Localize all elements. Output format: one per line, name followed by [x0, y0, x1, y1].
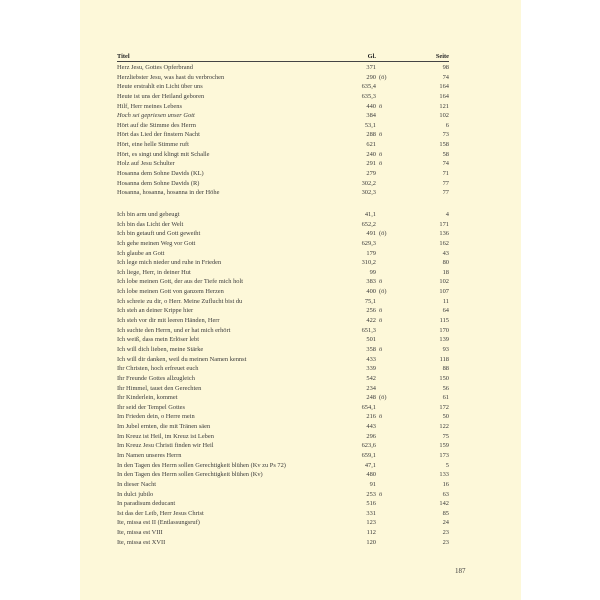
- row-page: 102: [439, 278, 449, 286]
- row-page: 136: [439, 230, 449, 238]
- gl-number: 542: [366, 374, 376, 382]
- row-gl: [341, 63, 399, 73]
- row-gl: [341, 384, 399, 394]
- row-title: Im Kreuz Jesu Christi finden wir Heil: [117, 442, 214, 450]
- index-table: [117, 52, 449, 547]
- row-page: 5: [445, 461, 449, 469]
- row-page: 11: [442, 297, 449, 305]
- row-gl: [341, 461, 399, 471]
- gl-number: 216: [366, 413, 376, 421]
- row-gl: [341, 422, 399, 432]
- row-gl: [341, 355, 399, 365]
- row-page: 122: [439, 423, 449, 431]
- row-page: 133: [439, 471, 449, 479]
- gl-number: 41,1: [364, 210, 376, 218]
- table-row: [117, 102, 449, 112]
- row-gl: [341, 159, 399, 169]
- row-gl: [341, 306, 399, 316]
- table-row: [117, 490, 449, 500]
- row-title: Ist das der Leib, Herr Jesus Christ: [117, 509, 204, 517]
- table-body: [117, 63, 449, 547]
- row-gl: [341, 470, 399, 480]
- row-gl: [341, 130, 399, 140]
- row-gl: [341, 82, 399, 92]
- gl-number: 179: [366, 249, 376, 257]
- row-gl: [341, 121, 399, 131]
- row-title: Ihr Kinderlein, kommet: [117, 394, 178, 402]
- row-title: Herzliebster Jesu, was hast du verbrochen: [117, 73, 225, 81]
- row-title: Ihr seid der Tempel Gottes: [117, 403, 185, 411]
- row-gl: [341, 441, 399, 451]
- row-gl: [341, 345, 399, 355]
- row-page: 23: [442, 538, 449, 546]
- gl-mark: ö: [379, 131, 383, 139]
- table-row: [117, 499, 449, 509]
- row-page: 93: [442, 345, 449, 353]
- row-gl: [341, 179, 399, 189]
- gl-mark: ö: [379, 345, 383, 353]
- row-gl: [341, 499, 399, 509]
- gl-number: 296: [366, 432, 376, 440]
- gl-number: 253: [366, 490, 376, 498]
- row-title: Im Kreuz ist Heil, im Kreuz ist Leben: [117, 432, 214, 440]
- row-page: 64: [442, 307, 449, 315]
- table-row: [117, 509, 449, 519]
- gl-mark: (ö): [379, 230, 387, 238]
- row-page: 88: [442, 365, 449, 373]
- row-gl: [341, 210, 399, 220]
- row-title: Hilf, Herr meines Lebens: [117, 102, 182, 110]
- row-gl: [341, 169, 399, 179]
- gl-number: 384: [366, 112, 376, 120]
- gl-number: 371: [366, 64, 376, 71]
- gl-number: 256: [366, 307, 376, 315]
- table-row: [117, 159, 449, 169]
- row-title: Hört, es singt und klingt mit Schalle: [117, 150, 210, 158]
- gl-number: 443: [366, 423, 376, 431]
- gl-number: 291: [366, 160, 376, 168]
- row-page: 71: [442, 170, 449, 178]
- row-title: Ich glaube an Gott: [117, 249, 165, 257]
- table-row: [117, 528, 449, 538]
- row-title: Ich weiß, dass mein Erlöser lebt: [117, 336, 199, 344]
- row-title: Ich steh vor dir mit leeren Händen, Herr: [117, 317, 220, 325]
- row-page: 77: [442, 189, 449, 197]
- gl-number: 654,1: [361, 403, 376, 411]
- table-row: [117, 249, 449, 259]
- row-page: 23: [442, 529, 449, 537]
- row-gl: [341, 335, 399, 345]
- row-gl: [341, 297, 399, 307]
- row-title: Hosanna dem Sohne Davids (R): [117, 179, 200, 187]
- row-title: Ich bin getauft und Gott geweiht: [117, 230, 201, 238]
- table-row: [117, 220, 449, 230]
- row-page: 73: [442, 131, 449, 139]
- row-gl: [341, 480, 399, 490]
- row-page: 150: [439, 374, 449, 382]
- row-page: 173: [439, 451, 449, 459]
- row-title: Ite, missa est XVII: [117, 538, 166, 546]
- row-gl: [341, 432, 399, 442]
- table-row: [117, 384, 449, 394]
- table-row: [117, 403, 449, 413]
- row-title: Ich liege, Herr, in deiner Hut: [117, 268, 191, 276]
- table-row: [117, 179, 449, 189]
- row-gl: [341, 509, 399, 519]
- table-row: [117, 297, 449, 307]
- gl-number: 53,1: [364, 121, 376, 129]
- gl-mark: (ö): [379, 288, 387, 296]
- gl-number: 383: [366, 278, 376, 286]
- row-page: 43: [442, 249, 449, 257]
- row-title: Hört das Lied der finstern Nacht: [117, 131, 200, 139]
- gl-number: 422: [366, 317, 376, 325]
- table-row: [117, 326, 449, 336]
- row-title: Hosanna, hosanna, hosanna in der Höhe: [117, 189, 220, 197]
- row-title: Ich lobe meinen Gott von ganzem Herzen: [117, 288, 224, 296]
- table-row: [117, 364, 449, 374]
- gl-mark: ö: [379, 307, 383, 315]
- row-page: 107: [439, 288, 449, 296]
- row-page: 98: [442, 64, 449, 71]
- row-gl: [341, 287, 399, 297]
- row-gl: [341, 393, 399, 403]
- row-title: Ihr Himmel, tauet den Gerechten: [117, 384, 202, 392]
- row-title: Ich schreie zu dir, o Herr. Meine Zuflucht bist du: [117, 297, 243, 305]
- table-row: [117, 345, 449, 355]
- row-title: Im Namen unseres Herrn: [117, 451, 182, 459]
- row-gl: [341, 73, 399, 83]
- table-row: [117, 130, 449, 140]
- row-page: 85: [442, 509, 449, 517]
- table-row: [117, 188, 449, 198]
- table-row: [117, 73, 449, 83]
- gl-mark: ö: [379, 490, 383, 498]
- row-page: 24: [442, 519, 449, 527]
- gl-mark: ö: [379, 278, 383, 286]
- row-title: Ich will dich lieben, meine Stärke: [117, 345, 204, 353]
- row-gl: [341, 140, 399, 150]
- row-gl: [341, 528, 399, 538]
- row-page: 142: [439, 500, 449, 508]
- gl-number: 240: [366, 150, 376, 158]
- row-page: 74: [442, 73, 449, 81]
- gl-number: 652,2: [361, 220, 376, 228]
- row-page: 172: [439, 403, 449, 411]
- gl-mark: ö: [379, 317, 383, 325]
- row-page: 63: [442, 490, 449, 498]
- table-row: [117, 210, 449, 220]
- table-row: [117, 393, 449, 403]
- gl-number: 290: [366, 73, 376, 81]
- row-title: Heute ist uns der Heiland geboren: [117, 92, 205, 100]
- gl-number: 331: [366, 509, 376, 517]
- table-row: [117, 150, 449, 160]
- row-title: In dulci jubilo: [117, 490, 154, 498]
- row-title: Im Jubel ernten, die mit Tränen säen: [117, 423, 211, 431]
- row-page: 50: [442, 413, 449, 421]
- row-gl: [341, 451, 399, 461]
- book-page: [80, 0, 521, 600]
- gl-number: 279: [366, 170, 376, 178]
- row-gl: [341, 403, 399, 413]
- table-row: [117, 82, 449, 92]
- gl-number: 659,1: [361, 451, 376, 459]
- row-title: Ich bin das Licht der Welt: [117, 220, 184, 228]
- row-page: 162: [439, 239, 449, 247]
- row-page: 56: [442, 384, 449, 392]
- row-gl: [341, 268, 399, 278]
- gl-mark: ö: [379, 150, 383, 158]
- row-gl: [341, 111, 399, 121]
- table-row: [117, 432, 449, 442]
- row-title: Ihr Christen, hoch erfreuet euch: [117, 365, 199, 373]
- row-page: 139: [439, 336, 449, 344]
- gl-number: 339: [366, 365, 376, 373]
- table-row: [117, 140, 449, 150]
- table-row: [117, 461, 449, 471]
- gl-mark: ö: [379, 102, 383, 110]
- row-page: 75: [442, 432, 449, 440]
- row-title: Hosanna dem Sohne Davids (KL): [117, 170, 204, 178]
- gl-number: 302,2: [361, 179, 376, 187]
- gl-number: 501: [366, 336, 376, 344]
- gl-number: 635,3: [361, 92, 376, 100]
- row-title: In den Tagen des Herrn sollen Gerechtigkeit blühen (Kv): [117, 471, 263, 479]
- row-title: Ich lege mich nieder und ruhe in Frieden: [117, 259, 222, 267]
- row-title: Ich steh an deiner Krippe hier: [117, 307, 194, 315]
- row-title: Ihr Freunde Gottes allzugleich: [117, 374, 195, 382]
- row-gl: [341, 150, 399, 160]
- row-page: 159: [439, 442, 449, 450]
- gl-number: 433: [366, 355, 376, 363]
- table-row: [117, 92, 449, 102]
- gl-number: 248: [366, 394, 376, 402]
- gl-number: 123: [366, 519, 376, 527]
- page-number: 187: [455, 567, 466, 575]
- header-page: Seite: [435, 53, 449, 60]
- gl-number: 400: [366, 288, 376, 296]
- row-title: Ich lobe meinen Gott, der aus der Tiefe mich holt: [117, 278, 244, 286]
- table-row: [117, 316, 449, 326]
- table-row: [117, 412, 449, 422]
- gl-number: 623,6: [361, 442, 376, 450]
- gl-number: 47,1: [364, 461, 376, 469]
- row-title: Ich suchte den Herrn, und er hat mich erhört: [117, 326, 231, 334]
- row-gl: [341, 326, 399, 336]
- table-row: [117, 518, 449, 528]
- row-title: Herz Jesu, Gottes Opferbrand: [117, 64, 193, 71]
- row-title: Ich bin arm und gebeugt: [117, 210, 180, 218]
- table-row: [117, 470, 449, 480]
- gl-number: 635,4: [361, 83, 376, 91]
- table-header: [117, 52, 449, 62]
- row-page: 164: [439, 92, 449, 100]
- row-gl: [341, 518, 399, 528]
- table-row: [117, 538, 449, 548]
- table-row: [117, 121, 449, 131]
- row-gl: [341, 316, 399, 326]
- row-title: Im Frieden dein, o Herre mein: [117, 413, 195, 421]
- row-title: Hört auf die Stimme des Herrn: [117, 121, 196, 129]
- table-row: [117, 258, 449, 268]
- row-title: Hoch sei gepriesen unser Gott: [117, 112, 195, 120]
- row-page: 58: [442, 150, 449, 158]
- row-page: 115: [439, 317, 449, 325]
- group-gap: [117, 198, 449, 210]
- row-title: In den Tagen des Herrn sollen Gerechtigkeit blühen (Kv zu Ps 72): [117, 461, 286, 469]
- row-gl: [341, 229, 399, 239]
- row-gl: [341, 374, 399, 384]
- gl-number: 358: [366, 345, 376, 353]
- table-row: [117, 239, 449, 249]
- row-gl: [341, 249, 399, 259]
- table-row: [117, 422, 449, 432]
- row-gl: [341, 220, 399, 230]
- gl-number: 91: [369, 480, 376, 488]
- gl-mark: ö: [379, 413, 383, 421]
- table-row: [117, 111, 449, 121]
- table-row: [117, 63, 449, 73]
- gl-number: 75,1: [364, 297, 376, 305]
- row-gl: [341, 412, 399, 422]
- table-row: [117, 335, 449, 345]
- row-title: Ite, missa est VIII: [117, 529, 163, 537]
- row-gl: [341, 258, 399, 268]
- gl-number: 491: [366, 230, 376, 238]
- row-page: 158: [439, 141, 449, 149]
- table-row: [117, 306, 449, 316]
- gl-mark: (ö): [379, 394, 387, 402]
- table-row: [117, 441, 449, 451]
- row-page: 170: [439, 326, 449, 334]
- gl-number: 516: [366, 500, 376, 508]
- row-gl: [341, 538, 399, 548]
- row-page: 118: [439, 355, 449, 363]
- table-row: [117, 480, 449, 490]
- gl-number: 288: [366, 131, 376, 139]
- gl-number: 234: [366, 384, 376, 392]
- gl-number: 651,3: [361, 326, 376, 334]
- table-row: [117, 169, 449, 179]
- row-gl: [341, 102, 399, 112]
- gl-number: 629,3: [361, 239, 376, 247]
- table-row: [117, 451, 449, 461]
- table-row: [117, 374, 449, 384]
- row-title: Heute erstrahlt ein Licht über uns: [117, 83, 203, 91]
- row-page: 6: [445, 121, 449, 129]
- table-row: [117, 355, 449, 365]
- row-title: Ich will dir danken, weil du meinen Namen kennst: [117, 355, 247, 363]
- row-gl: [341, 490, 399, 500]
- row-page: 18: [442, 268, 449, 276]
- gl-number: 621: [366, 141, 376, 149]
- row-title: Holz auf Jesu Schulter: [117, 160, 175, 168]
- row-page: 4: [445, 210, 449, 218]
- gl-number: 440: [366, 102, 376, 110]
- row-page: 121: [439, 102, 449, 110]
- table-row: [117, 277, 449, 287]
- gl-number: 480: [366, 471, 376, 479]
- row-gl: [341, 188, 399, 198]
- gl-mark: (ö): [379, 73, 387, 81]
- row-page: 61: [442, 394, 449, 402]
- row-page: 77: [442, 179, 449, 187]
- row-title: Hört, eine helle Stimme ruft: [117, 141, 189, 149]
- header-gl: Gl.: [367, 53, 376, 60]
- header-title: Titel: [117, 53, 130, 60]
- row-page: 80: [442, 259, 449, 267]
- row-gl: [341, 92, 399, 102]
- table-row: [117, 287, 449, 297]
- gl-number: 99: [369, 268, 376, 276]
- gl-number: 310,2: [361, 259, 376, 267]
- row-title: Ich gehe meinen Weg vor Gott: [117, 239, 196, 247]
- gl-number: 120: [366, 538, 376, 546]
- row-title: In paradisum deducant: [117, 500, 176, 508]
- row-page: 164: [439, 83, 449, 91]
- table-row: [117, 229, 449, 239]
- row-gl: [341, 277, 399, 287]
- gl-mark: ö: [379, 160, 383, 168]
- gl-number: 112: [366, 529, 376, 537]
- row-title: In dieser Nacht: [117, 480, 157, 488]
- row-page: 16: [442, 480, 449, 488]
- row-title: Ite, missa est II (Entlassungsruf): [117, 519, 200, 527]
- gl-number: 302,3: [361, 189, 376, 197]
- row-gl: [341, 364, 399, 374]
- row-page: 74: [442, 160, 449, 168]
- table-row: [117, 268, 449, 278]
- row-page: 102: [439, 112, 449, 120]
- row-page: 171: [439, 220, 449, 228]
- row-gl: [341, 239, 399, 249]
